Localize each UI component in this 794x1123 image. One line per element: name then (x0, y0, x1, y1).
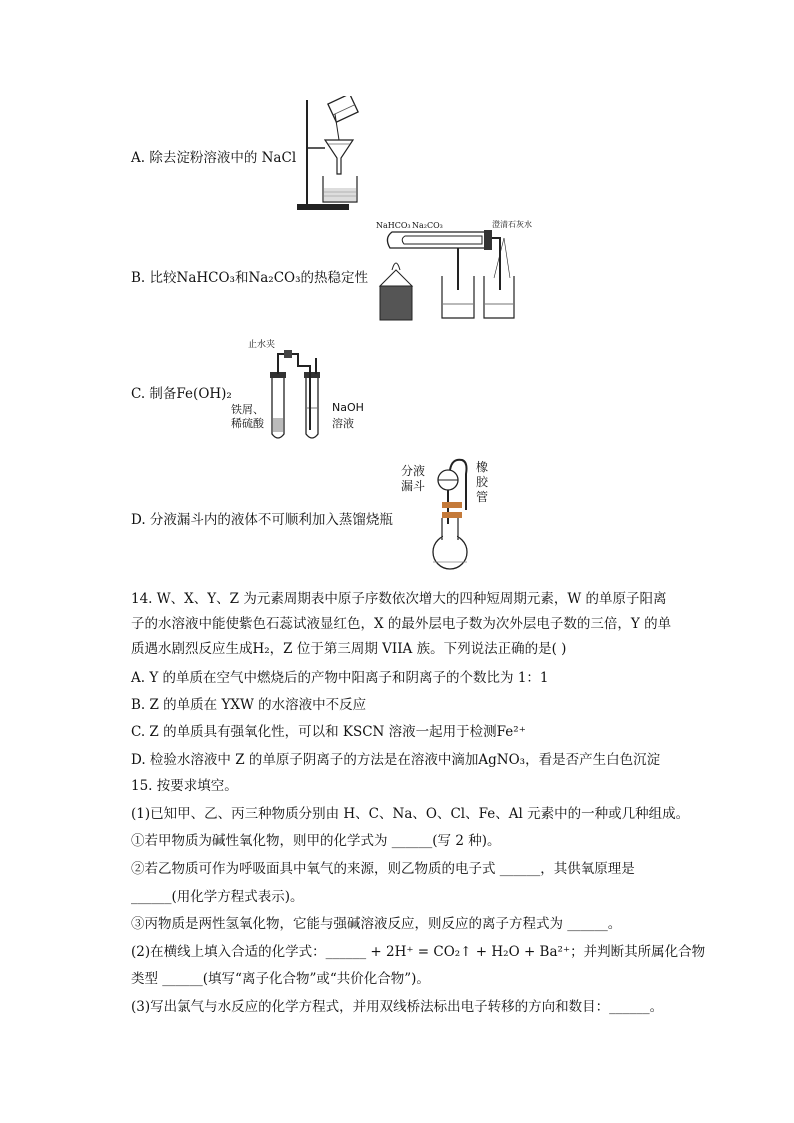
label-limewater: 澄清石灰水 (492, 220, 532, 229)
label-c-right-2: 溶液 (332, 417, 354, 430)
thermal-stability-apparatus-figure (370, 218, 522, 326)
q14-stem-line-1: 14. W、X、Y、Z 为元素周期表中原子序数依次增大的四种短周期元素，W 的单原子阳离 (131, 591, 667, 607)
label-d-tube-1: 橡 (476, 460, 489, 474)
label-d-tube-3: 管 (476, 490, 489, 504)
label-nahco3: NaHCO₃ (376, 221, 411, 230)
q15-part1-b-line-1: ②若乙物质可作为呼吸面具中氧气的来源，则乙物质的电子式 ______，其供氧原理是 (131, 861, 635, 877)
label-c-left-2: 稀硫酸 (231, 417, 264, 430)
label-na2co3: Na₂CO₃ (412, 221, 443, 230)
option-d-text: D. 分液漏斗内的液体不可顺利加入蒸馏烧瓶 (131, 512, 393, 528)
q15-part1: (1)已知甲、乙、丙三种物质分别由 H、C、Na、O、Cl、Fe、Al 元素中的一种或几种组成。 (131, 806, 690, 822)
q14-stem-line-3: 质遇水剧烈反应生成H₂，Z 位于第三周期 VIIA 族。下列说法正确的是( ) (131, 641, 567, 657)
q14-option-d: D. 检验水溶液中 Z 的单原子阴离子的方法是在溶液中滴加AgNO₃，看是否产生白色沉淀 (131, 752, 661, 768)
label-d-tube-2: 胶 (476, 475, 489, 489)
q14-stem-line-2: 子的水溶液中能使紫色石蕊试液显红色，X 的最外层电子数为次外层电子数的三倍，Y 的单 (131, 616, 672, 632)
q14-option-c: C. Z 的单质具有强氧化性，可以和 KSCN 溶液一起用于检测Fe²⁺ (131, 724, 526, 740)
q15-part3: (3)写出氯气与水反应的化学方程式，并用双线桥法标出电子转移的方向和数目：______。 (131, 999, 664, 1015)
q15-part1-c: ③丙物质是两性氢氧化物，它能与强碱溶液反应，则反应的离子方程式为 ______。 (131, 916, 622, 932)
option-b-text: B. 比较NaHCO₃和Na₂CO₃的热稳定性 (131, 270, 369, 286)
q15-title: 15. 按要求填空。 (131, 778, 238, 794)
filtration-apparatus-figure (295, 96, 375, 214)
label-c-left-1: 铁屑、 (231, 403, 264, 416)
q14-option-a: A. Y 的单质在空气中燃烧后的产物中阳离子和阴离子的个数比为 1：1 (131, 670, 549, 686)
q15-part1-b-line-2: ______(用化学方程式表示)。 (131, 889, 304, 905)
label-c-right-1: NaOH (332, 401, 364, 414)
ferrous-hydroxide-apparatus-figure (262, 344, 332, 446)
q15-part1-a: ①若甲物质为碱性氧化物，则甲的化学式为 ______(写 2 种)。 (131, 833, 501, 849)
q14-option-b: B. Z 的单质在 YXW 的水溶液中不反应 (131, 697, 367, 713)
q15-part2-line-2: 类型 ______(填写“离子化合物”或“共价化合物”)。 (131, 971, 430, 987)
q15-part2-line-1: (2)在横线上填入合适的化学式：______ + 2H⁺ = CO₂↑ + H₂O + Ba²⁺；并判断其所属化合物 (131, 944, 706, 960)
option-a-text: A. 除去淀粉溶液中的 NaCl (131, 150, 297, 166)
separatory-funnel-apparatus-figure (418, 454, 480, 572)
label-d-funnel-2: 漏斗 (401, 479, 426, 493)
label-d-funnel-1: 分液 (401, 464, 426, 478)
option-c-text: C. 制备Fe(OH)₂ (131, 386, 232, 402)
label-clamp: 止水夹 (248, 340, 276, 350)
